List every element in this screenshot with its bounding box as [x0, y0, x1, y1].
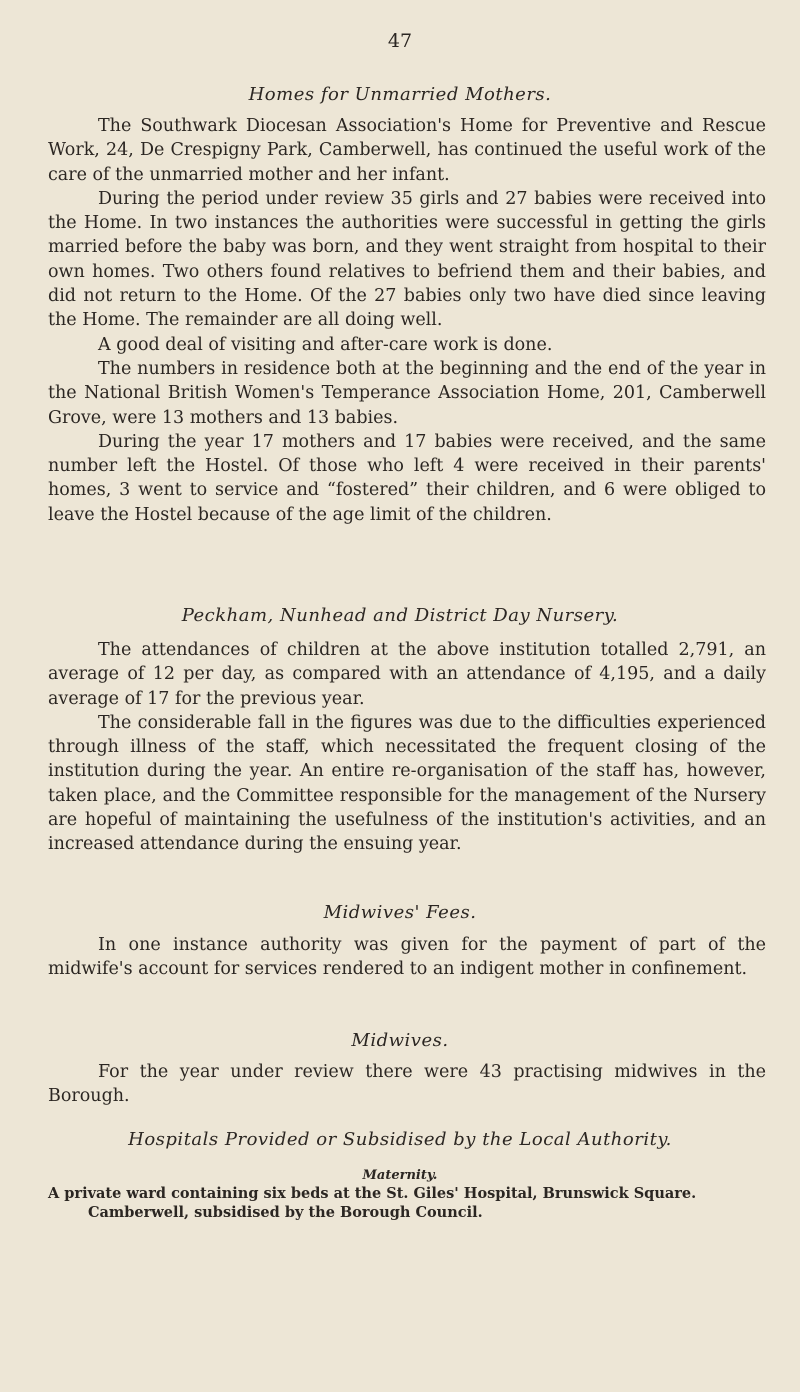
- paragraph: The Southwark Diocesan Association's Home for Preventive and Rescue Work, 24, De Crespigny Park, Camberwell, has continued the useful work of the care of the unmarried mother and her infant.: [48, 116, 766, 185]
- paragraph: In one instance authority was given for the payment of part of the midwife's account for services rendered to an indigent mother in confinement.: [48, 935, 766, 980]
- paragraph: For the year under review there were 43 practising midwives in the Borough.: [48, 1062, 766, 1107]
- heading-hospitals: Hospitals Provided or Subsidised by the Local Authority.: [128, 1129, 672, 1150]
- section-midwives-fees: [48, 933, 766, 982]
- paragraph: A good deal of visiting and after-care work is done.: [98, 334, 553, 355]
- paragraph: The numbers in residence both at the beginning and the end of the year in the National British Women's Temperance Association Home, 201, Camberwell Grove, were 13 mothers and 13 babies.: [48, 358, 766, 428]
- section-homes-unmarried-mothers: [48, 114, 766, 527]
- maternity-subheading: Maternity.: [362, 1168, 438, 1183]
- paragraph: The attendances of children at the above institution totalled 2,791, an average of 12 per day, as compared with an attendance of 4,195, and a daily average of 17 for the previous year.: [48, 640, 766, 709]
- page-number: 47: [387, 30, 413, 52]
- paragraph: The considerable fall in the figures was due to the difficulties experienced through illness of the staff, which necessitated the frequent closing of the institution during the year. An entire re-organisation of the staff has, however, taken place, and the Committee responsible for the management of the Nursery are hopeful of maintaining the usefulness of the institution's activities, and an increased attendance during the ensuing year.: [48, 712, 766, 855]
- heading-homes-unmarried-mothers: Homes for Unmarried Mothers.: [248, 84, 552, 105]
- heading-midwives: Midwives.: [351, 1030, 449, 1051]
- section-day-nursery: [48, 638, 766, 857]
- paragraph: During the year 17 mothers and 17 babies were received, and the same number left the Hostel. Of those who left 4 were received in their parents' homes, 3 went to service and “fostered” their children, and 6 were obliged to leave the Hostel because of the age limit of the children.: [48, 431, 766, 525]
- heading-day-nursery: Peckham, Nunhead and District Day Nursery.: [181, 605, 619, 626]
- heading-midwives-fees: Midwives' Fees.: [323, 902, 477, 923]
- maternity-text: A private ward containing six beds at the St. Giles' Hospital, Brunswick Square. Camberwell, subsidised by the Borough Council.: [48, 1185, 697, 1221]
- section-midwives: [48, 1060, 766, 1109]
- paragraph: During the period under review 35 girls and 27 babies were received into the Home. In two instances the authorities were successful in getting the girls married before the baby was born, and they went straight from hospital to their own homes. Two others found relatives to befriend them and their babies, and did not return to the Home. Of the 27 babies only two have died since leaving the Home. The remainder are all doing well.: [48, 188, 766, 331]
